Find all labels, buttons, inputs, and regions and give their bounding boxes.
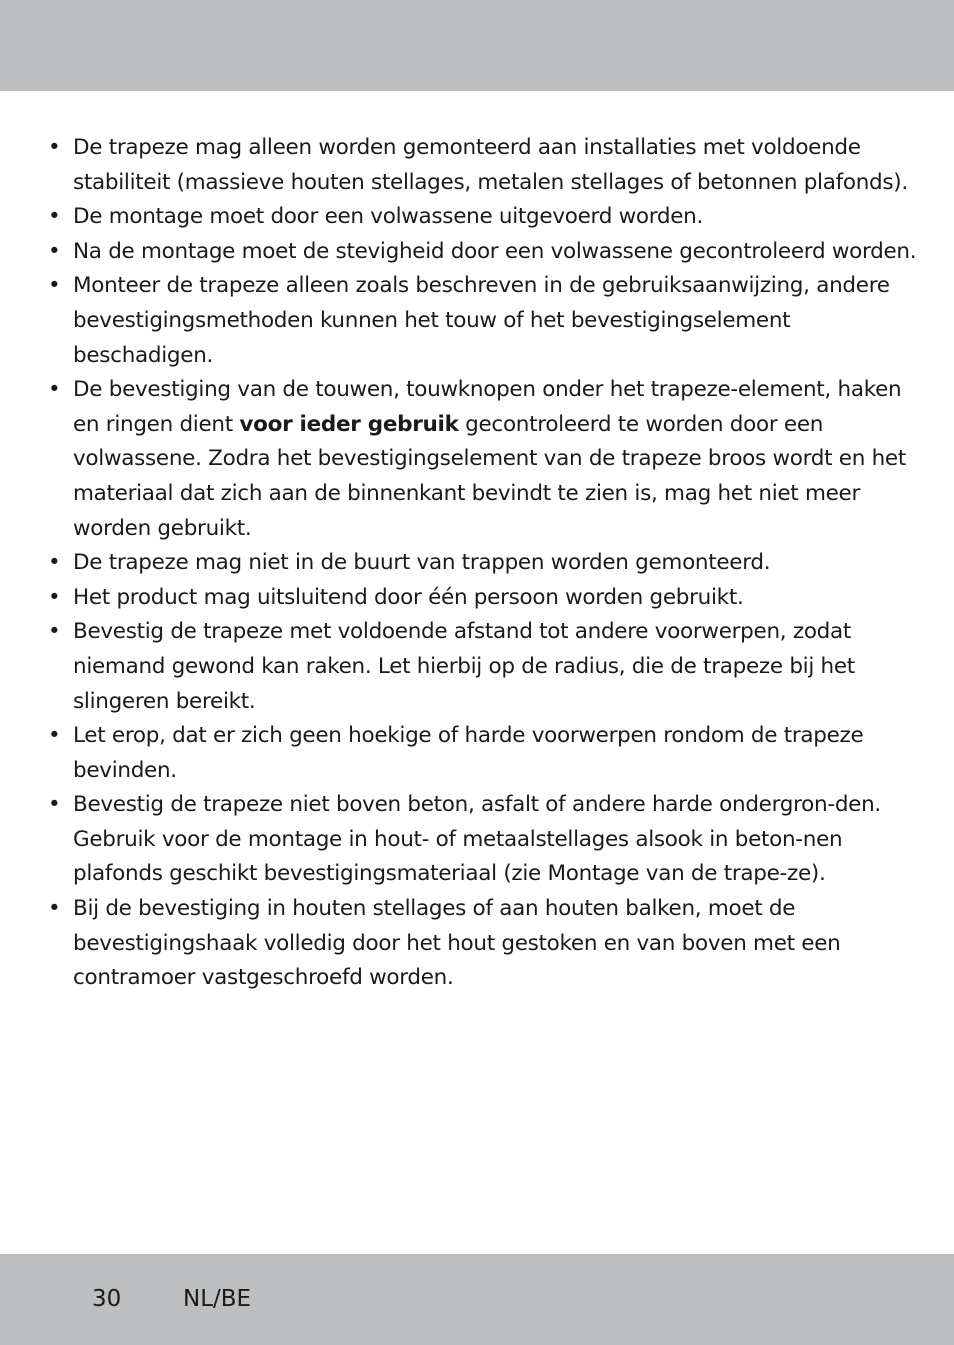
bullet-marker: • bbox=[48, 584, 61, 610]
list-item bbox=[48, 892, 918, 996]
list-item-text: De trapeze mag alleen worden gemonteerd aan installaties met voldoende stabiliteit (massieve houten stellages, metalen stellages of betonnen plafonds). bbox=[73, 135, 908, 195]
language-code: NL/BE bbox=[183, 1286, 252, 1312]
list-item bbox=[48, 581, 918, 616]
safety-instructions bbox=[48, 131, 918, 996]
list-item-text: Na de montage moet de stevigheid door een volwassene gecontroleerd worden. bbox=[73, 238, 917, 264]
page-number: 30 bbox=[92, 1286, 122, 1312]
list-item-text: Bij de bevestiging in houten stellages of aan houten balken, moet de bevestigingshaak volledig door het hout gestoken en van boven met een contramoer vastgeschroefd worden. bbox=[73, 896, 841, 991]
list-item-text-after: gecontroleerd te worden door een volwassene. Zodra het bevestigingselement van de trapeze broos wordt en het materiaal dat zich aan de binnenkant bevindt te zien is, mag het niet meer worden gebruikt. bbox=[73, 411, 906, 541]
list-item bbox=[48, 200, 918, 235]
list-item-text: Het product mag uitsluitend door één persoon worden gebruikt. bbox=[73, 584, 744, 610]
bullet-marker: • bbox=[48, 619, 61, 645]
list-item-text: Bevestig de trapeze niet boven beton, asfalt of andere harde ondergron-den. Gebruik voor de montage in hout- of metaalstellages alsook in beton-nen plafonds geschikt bevestigingsmateriaal (zie Montage van de trape-ze). bbox=[73, 792, 881, 887]
bullet-marker: • bbox=[48, 896, 61, 922]
list-item bbox=[48, 719, 918, 788]
list-item-text-before: De bevestiging van de touwen, touwknopen onder het trapeze-element, haken en ringen dient bbox=[73, 377, 902, 437]
bullet-marker: • bbox=[48, 273, 61, 299]
list-item bbox=[48, 235, 918, 270]
bullet-marker: • bbox=[48, 135, 61, 160]
list-item bbox=[48, 788, 918, 892]
bullet-marker: • bbox=[48, 723, 61, 749]
list-item-text: De montage moet door een volwassene uitgevoerd worden. bbox=[73, 204, 704, 230]
list-item bbox=[48, 131, 918, 200]
emphasis-text: voor ieder gebruik bbox=[239, 411, 459, 437]
bullet-marker: • bbox=[48, 377, 61, 403]
list-item bbox=[48, 546, 918, 581]
bullet-marker: • bbox=[48, 238, 61, 264]
header-band bbox=[0, 0, 954, 91]
list-item bbox=[48, 373, 918, 546]
list-item bbox=[48, 269, 918, 373]
bullet-list bbox=[48, 131, 918, 996]
list-item-text: De trapeze mag niet in de buurt van trappen worden gemonteerd. bbox=[73, 550, 771, 576]
list-item-text: Monteer de trapeze alleen zoals beschreven in de gebruiksaanwijzing, andere bevestigingsmethoden kunnen het touw of het bevestigingselement beschadigen. bbox=[73, 273, 890, 368]
bullet-marker: • bbox=[48, 550, 61, 576]
list-item bbox=[48, 615, 918, 719]
bullet-marker: • bbox=[48, 792, 61, 818]
bullet-marker: • bbox=[48, 204, 61, 230]
list-item-text: Bevestig de trapeze met voldoende afstand tot andere voorwerpen, zodat niemand gewond kan raken. Let hierbij op de radius, die de trapeze bij het slingeren bereikt. bbox=[73, 619, 855, 714]
list-item-text: Let erop, dat er zich geen hoekige of harde voorwerpen rondom de trapeze bevinden. bbox=[73, 723, 864, 783]
footer-band bbox=[0, 1254, 954, 1345]
